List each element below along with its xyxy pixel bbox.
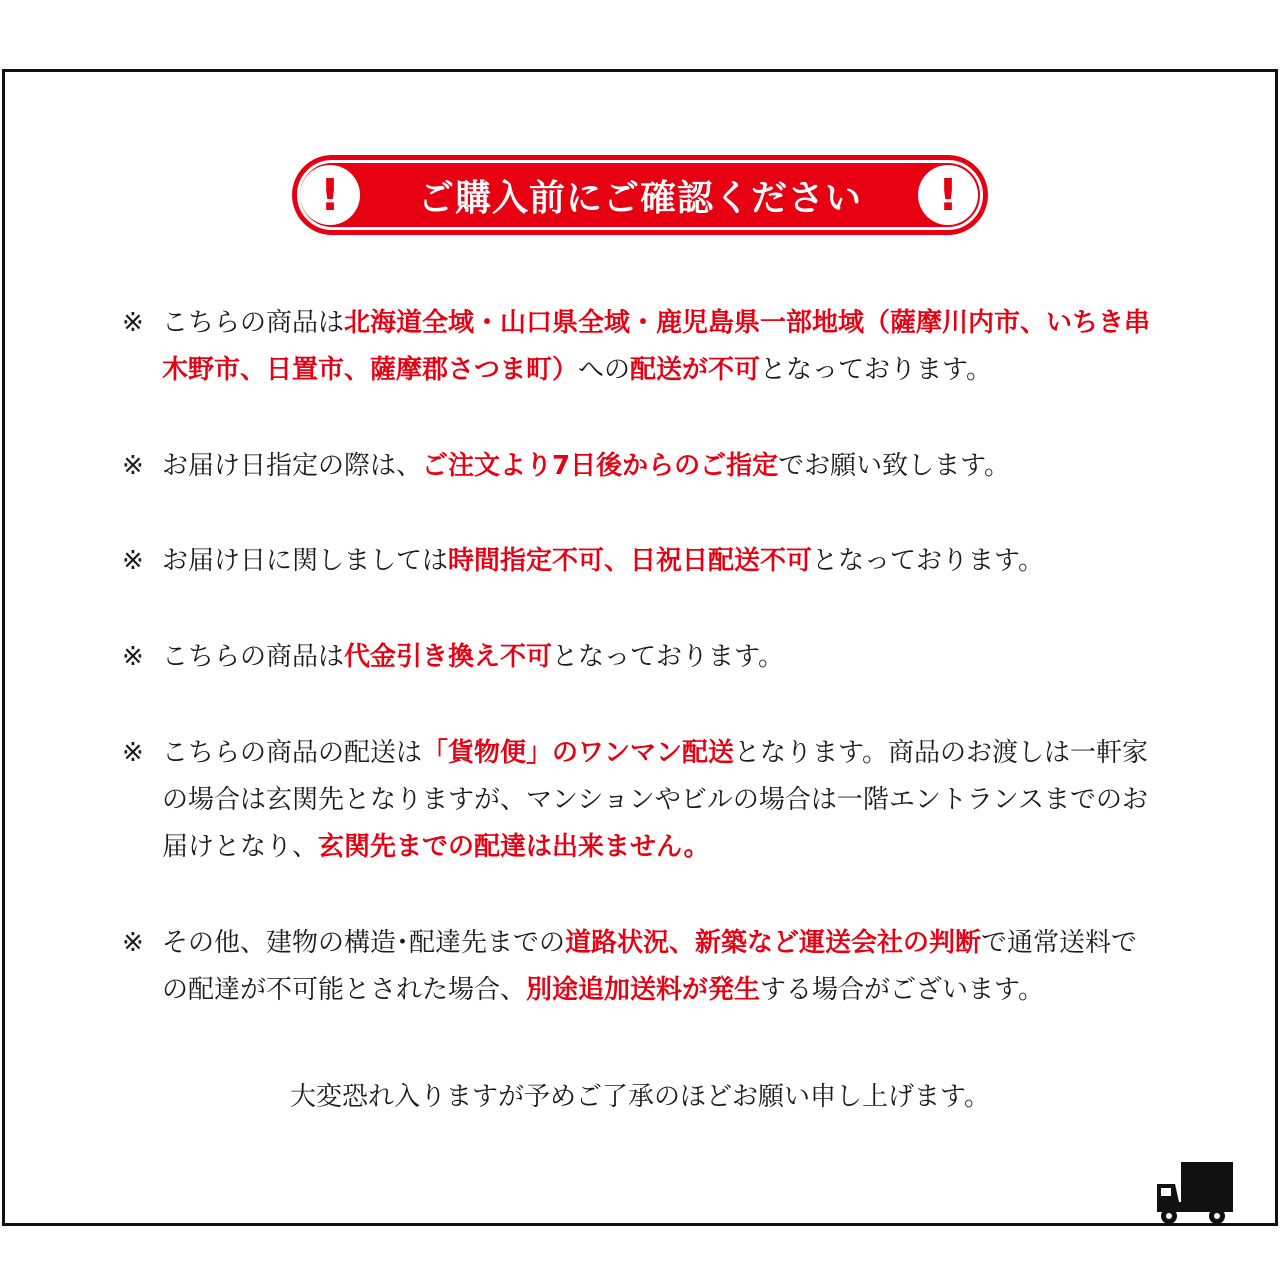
note-segment: その他、建物の構造･配達先までの (162, 928, 566, 958)
note-text (162, 634, 1152, 681)
note-segment: こちらの商品の配送は (162, 738, 423, 768)
note-emphasis: 「貨物便」のワンマン配送 (422, 738, 735, 768)
note-text (162, 538, 1152, 585)
note-emphasis: 時間指定不可、日祝日配送不可 (448, 546, 813, 576)
note-segment: への (578, 355, 631, 385)
note-segment: となっております。 (760, 355, 992, 385)
note-mark: ※ (122, 451, 144, 481)
note-emphasis: 配送が不可 (630, 355, 761, 385)
note-mark: ※ (122, 928, 144, 958)
exclamation-icon: ! (918, 165, 978, 225)
note-item (122, 730, 1152, 871)
note-segment: する場合がございます。 (760, 975, 1044, 1005)
note-text (162, 300, 1152, 394)
note-emphasis: 道路状況、新築など運送会社の判断 (565, 928, 982, 958)
note-text (162, 730, 1152, 871)
note-emphasis: 北海道全域・山口県全域・鹿児島県一部地域（薩摩川内市、いちき串木野市、日置市、薩摩郡さつま町） (162, 308, 1151, 385)
note-emphasis: 玄関先までの配達は出来ません。 (318, 832, 710, 862)
note-segment: お届け日に関しましては (162, 546, 449, 576)
note-emphasis: ご注文より7日後からのご指定 (422, 451, 779, 481)
note-item (122, 634, 1152, 681)
note-item (122, 443, 1152, 490)
note-segment: こちらの商品は (162, 308, 345, 338)
note-text (162, 920, 1152, 1014)
note-text (162, 443, 1152, 490)
note-segment: でお願い致します。 (778, 451, 1011, 481)
exclamation-icon: ! (300, 165, 360, 225)
note-segment: こちらの商品は (162, 642, 345, 672)
truck-icon (1153, 1160, 1235, 1226)
note-mark: ※ (122, 546, 144, 576)
note-segment: となっております。 (552, 642, 784, 672)
note-segment: となります。商品のお渡しは一軒家の場合は玄関先となりますが、マンションやビルの場合は一階エントランスまでのお届けとなり、 (162, 738, 1149, 862)
note-mark: ※ (122, 308, 144, 338)
note-item (122, 920, 1152, 1014)
note-emphasis: 代金引き換え不可 (344, 642, 553, 672)
banner-title: ご購入前にご確認ください (417, 177, 862, 219)
closing-message: 大変恐れ入りますが予めご了承のほどお願い申し上げます。 (290, 1082, 990, 1112)
note-emphasis: 別途追加送料が発生 (526, 975, 761, 1005)
note-segment: となっております。 (812, 546, 1044, 576)
note-item (122, 538, 1152, 585)
note-item (122, 300, 1152, 394)
note-mark: ※ (122, 738, 144, 768)
note-mark: ※ (122, 642, 144, 672)
note-segment: お届け日指定の際は、 (162, 451, 423, 481)
note-segment: で通常送料での配達が不可能とされた場合、 (162, 928, 1138, 1005)
notice-banner (292, 155, 988, 235)
